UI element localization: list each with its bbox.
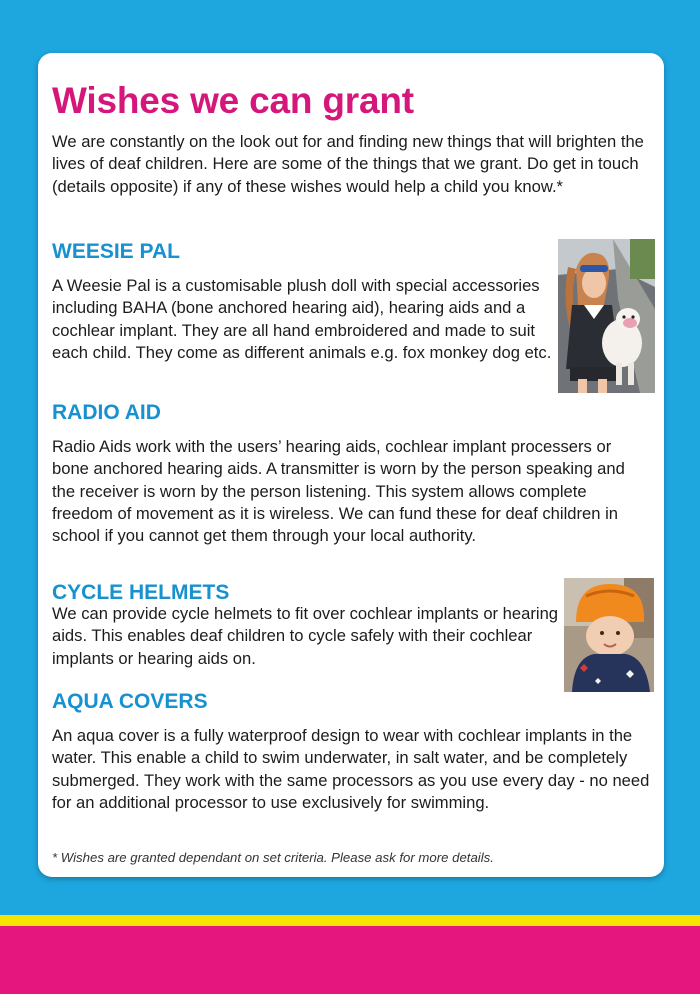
intro-paragraph: We are constantly on the look out for and finding new things that will brighten the lives of deaf children. Here are some of the things that we grant. Do get in touch (details opposite) if any of these wishes would help a child you know.* [52,132,644,196]
section-heading-aqua-covers: AQUA COVERS [52,690,208,713]
footnote: * Wishes are granted dependant on set criteria. Please ask for more details. [52,850,494,865]
section-body-radio-aid: Radio Aids work with the users’ hearing aids, cochlear implant processers or bone anchored hearing aids. A transmitter is worn by the person speaking and the receiver is worn by the person listening. This system allows complete freedom of movement as it is wireless. We can fund these for deaf children in school if you cannot get them through your local authority. [52,437,625,546]
section-body-aqua-covers: An aqua cover is a fully waterproof design to wear with cochlear implants in the water. This enable a child to swim underwater, in salt water, and be completely submerged. They work with the same processors as you use every day - no need for an additional processor to use exclusively for swimming. [52,726,650,812]
section-heading-cycle-helmets: CYCLE HELMETS [52,581,230,604]
section-heading-radio-aid: RADIO AID [52,401,161,424]
section-body-cycle-helmets: We can provide cycle helmets to fit over cochlear implants or hearing aids. This enables deaf children to cycle safely with their cochlear implants or hearing aids on. [52,604,559,668]
section-heading-weesie-pal: WEESIE PAL [52,240,180,263]
yellow-stripe [0,915,700,926]
girl-with-weesie-pal-photo [558,239,655,393]
pink-footer-band [0,926,700,994]
section-body-weesie-pal: A Weesie Pal is a customisable plush doll with special accessories including BAHA (bone anchored hearing aid), hearing aids and a cochlear implant. They are all hand embroidered and made to suit each child. They come as different animals e.g. fox monkey dog etc. [52,276,552,362]
page-title: Wishes we can grant [52,80,414,121]
child-in-cycle-helmet-photo [564,578,654,692]
content-card [38,53,664,877]
